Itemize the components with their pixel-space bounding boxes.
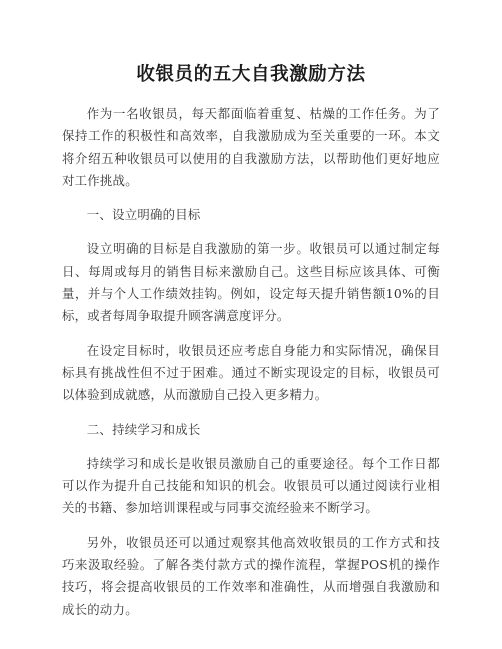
document-title: 收银员的五大自我激励方法 (136, 64, 366, 85)
section-heading-learning: 二、持续学习和成长 (86, 421, 201, 437)
section-goals-paragraph-2: 在设定目标时，收银员还应考虑自身能力和实际情况，确保目标具有挑战性但不过于困难。通过不断实现设定的目标，收银员可以体验到成就感，从而激励自己投入更多精力。 (62, 342, 440, 403)
section-goals-paragraph-1: 设立明确的目标是自我激励的第一步。收银员可以通过制定每日、每周或每月的销售目标来激励自己。这些目标应该具体、可衡量，并与个人工作绩效挂钩。例如，设定每天提升销售额10%的目标，或者每周争取提升顾客满意度评分。 (62, 241, 440, 324)
intro-paragraph: 作为一名收银员，每天都面临着重复、枯燥的工作任务。为了保持工作的积极性和高效率，自我激励成为至关重要的一环。本文将介绍五种收银员可以使用的自我激励方法，以帮助他们更好地应对工作挑战。 (62, 106, 440, 188)
section-heading-goals: 一、设立明确的目标 (86, 207, 201, 223)
section-learning-paragraph-2: 另外，收银员还可以通过观察其他高效收银员的工作方式和技巧来汲取经验。了解各类付款方式的操作流程，掌握POS机的操作技巧，将会提高收银员的工作效率和准确性，从而增强自我激励和成长的动力。 (62, 534, 440, 617)
section-learning-paragraph-1: 持续学习和成长是收银员激励自己的重要途径。每个工作日都可以作为提升自己技能和知识的机会。收银员可以通过阅读行业相关的书籍、参加培训课程或与同事交流经验来不断学习。 (62, 455, 440, 516)
